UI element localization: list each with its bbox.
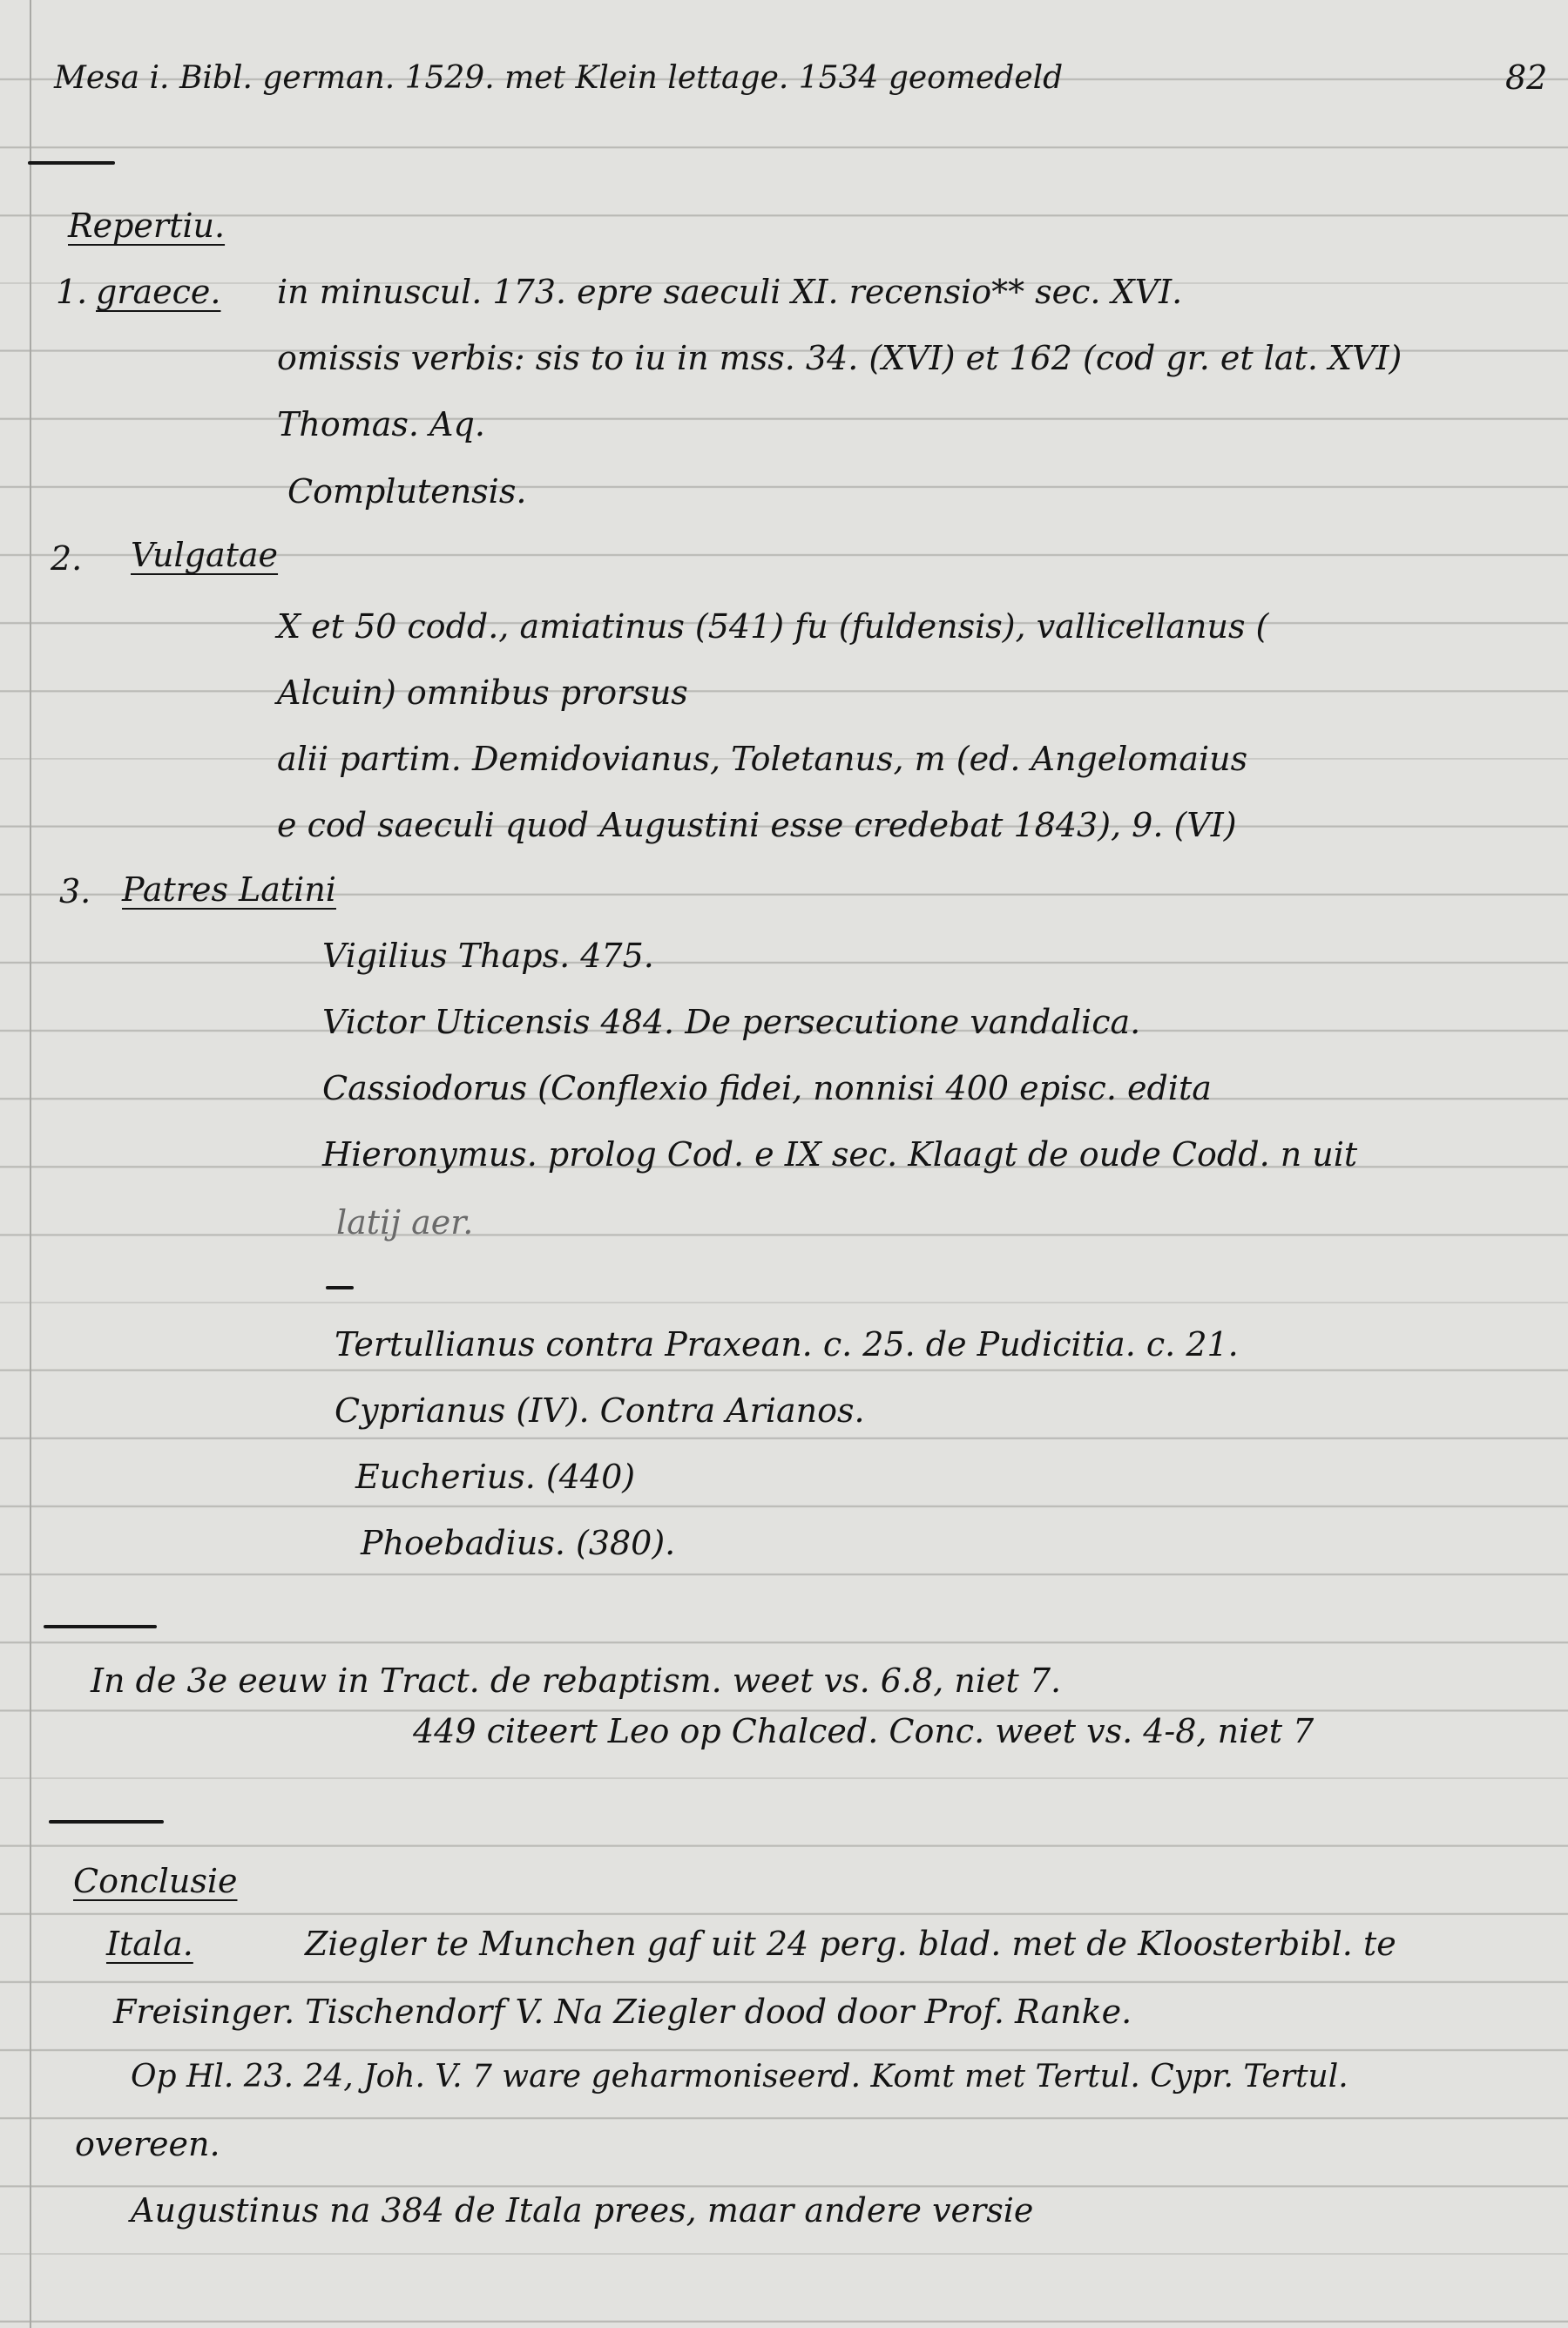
section-heading-conclusie: Conclusie bbox=[73, 1862, 238, 1900]
text-line: Victor Uticensis 484. De persecutione vandalica. bbox=[322, 1003, 1141, 1041]
item-label-graece: graece. bbox=[96, 273, 221, 311]
item-label-patres: Patres Latini bbox=[122, 870, 336, 909]
text-line: Freisinger. Tischendorf V. Na Ziegler dood door Prof. Ranke. bbox=[113, 1993, 1132, 2031]
short-divider bbox=[326, 1286, 354, 1289]
text-line: in minuscul. 173. epre saeculi XI. recensio** sec. XVI. bbox=[277, 273, 1183, 311]
text-line: Alcuin) omnibus prorsus bbox=[277, 673, 688, 712]
text-line: Op Hl. 23. 24, Joh. V. 7 ware geharmoniseerd. Komt met Tertul. Cypr. Tertul. bbox=[131, 2059, 1348, 2095]
text-line: omissis verbis: sis to iu in mss. 34. (XVI) et 162 (cod gr. et lat. XVI) bbox=[277, 339, 1402, 377]
item-number: 3. bbox=[59, 872, 91, 910]
text-line: Cassiodorus (Conflexio fidei, nonnisi 400 episc. edita bbox=[322, 1069, 1212, 1107]
text-line: Tertullianus contra Praxean. c. 25. de Pudicitia. c. 21. bbox=[335, 1325, 1239, 1364]
text-line: Hieronymus. prolog Cod. e IX sec. Klaagt de oude Codd. n uit bbox=[322, 1135, 1358, 1174]
page-number: 82 bbox=[1505, 58, 1548, 97]
page-header: Mesa i. Bibl. german. 1529. met Klein lettage. 1534 geomedeld bbox=[54, 60, 1064, 96]
text-line: e cod saeculi quod Augustini esse credebat 1843), 9. (VI) bbox=[277, 806, 1237, 844]
text-line: overeen. bbox=[75, 2125, 220, 2163]
text-line: 449 citeert Leo op Chalced. Conc. weet vs. 4-8, niet 7 bbox=[413, 1712, 1315, 1750]
section-heading-repertorium: Repertiu. bbox=[68, 206, 226, 245]
text-line: alii partim. Demidovianus, Toletanus, m (ed. Angelomaius bbox=[277, 740, 1248, 778]
text-line: Phoebadius. (380). bbox=[361, 1524, 676, 1562]
text-line: In de 3e eeuw in Tract. de rebaptism. weet vs. 6.8, niet 7. bbox=[91, 1661, 1062, 1700]
text-line: Vigilius Thaps. 475. bbox=[322, 937, 654, 975]
text-line: X et 50 codd., amiatinus (541) fu (fuldensis), vallicellanus ( bbox=[277, 607, 1269, 646]
text-line: Cyprianus (IV). Contra Arianos. bbox=[335, 1391, 865, 1430]
item-number: 2. bbox=[51, 539, 83, 578]
item-number: 1. bbox=[56, 273, 88, 311]
text-line: Ziegler te Munchen gaf uit 24 perg. blad. met de Kloosterbibl. te bbox=[305, 1925, 1396, 1963]
text-line: Thomas. Aq. bbox=[277, 405, 485, 443]
divider bbox=[28, 161, 115, 165]
text-line: Augustinus na 384 de Itala prees, maar andere versie bbox=[131, 2191, 1034, 2230]
itala-label: Itala. bbox=[106, 1925, 193, 1963]
divider bbox=[49, 1820, 164, 1824]
item-label-vulgatae: Vulgatae bbox=[131, 536, 279, 574]
text-line: Eucherius. (440) bbox=[355, 1458, 636, 1496]
margin-line bbox=[30, 0, 31, 2328]
text-line: Complutensis. bbox=[287, 472, 527, 511]
text-line: latij aer. bbox=[336, 1203, 474, 1242]
divider bbox=[44, 1625, 157, 1628]
